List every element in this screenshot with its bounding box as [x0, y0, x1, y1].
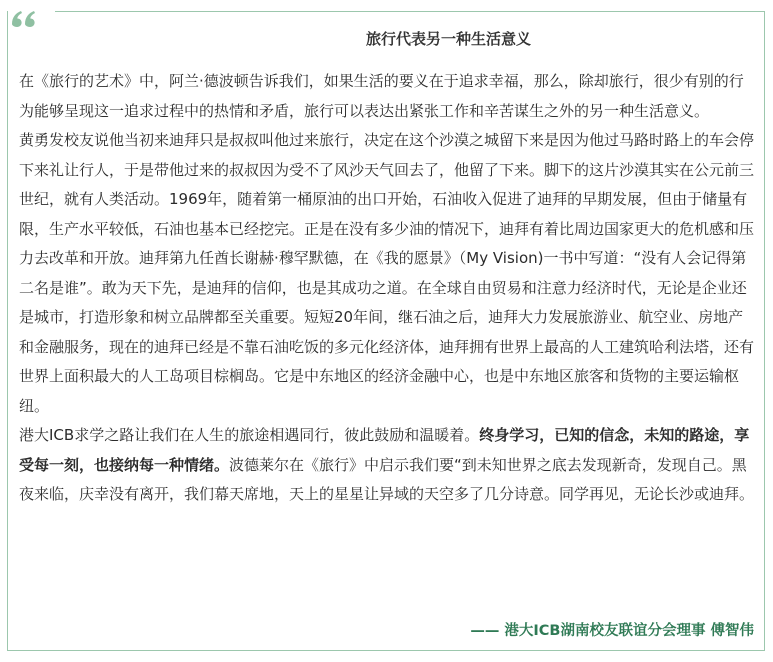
paragraph-dubai: 黄勇发校友说他当初来迪拜只是叔叔叫他过来旅行，决定在这个沙漠之城留下来是因为他过马路时路上的车会停下来礼让行人，于是带他过来的叔叔因为受不了风沙天气回去了，他留了下来。脚下的这片沙漠其实在公元前三世纪，就有人类活动。1969年，随着第一桶原油的出口开始，石油收入促进了迪拜的早期发展，但由于储量有限，生产水平较低，石油也基本已经挖完。正是在没有多少油的情况下，迪拜有着比周边国家更大的危机感和压力去改革和开放。迪拜第九任酋长谢赫·穆罕默德，在《我的愿景》（My Vision)一书中写道：“没有人会记得第二名是谁”。敢为天下先，是迪拜的信仰，也是其成功之道。在全球自由贸易和注意力经济时代，无论是企业还是城市，打造形象和树立品牌都至关重要。短短20年间，继石油之后，迪拜大力发展旅游业、航空业、房地产和金融服务，现在的迪拜已经是不靠石油吃饭的多元化经济体，迪拜拥有世界上最高的人工建筑哈利法塔，还有世界上面积最大的人工岛项目棕榈岛。它是中东地区的经济金融中心，也是中东地区旅客和货物的主要运输枢纽。 [19, 131, 755, 415]
card-top-border [55, 11, 764, 12]
paragraph-closing [19, 421, 757, 510]
closing-text-bold: 终身学习，已知的信念，未知的路途，享受每一刻，也接纳每一种情绪。 [19, 426, 750, 474]
closing-text-after: 波德莱尔在《旅行》中启示我们要“到未知世界之底去发现新奇，发现自己。黑夜来临，庆幸没有离开，我们幕天席地，天上的星星让异域的天空多了几分诗意。同学再见，无论长沙或迪拜。 [19, 455, 755, 503]
author-signature: —— 港大ICB湖南校友联谊分会理事 傅智伟 [470, 623, 754, 639]
paragraph-intro: 在《旅行的艺术》中，阿兰·德波顿告诉我们，如果生活的要义在于追求幸福，那么，除却旅行，很少有别的行为能够呈现这一追求过程中的热情和矛盾，旅行可以表达出紧张工作和辛苦谋生之外的另一种生活意义。 [19, 72, 744, 120]
closing-text-before: 港大ICB求学之路让我们在人生的旅途相遇同行，彼此鼓励和温暖着。 [19, 426, 480, 444]
article-title: 旅行代表另一种生活意义 [365, 30, 531, 48]
article-card [7, 11, 765, 651]
article-body [19, 67, 757, 510]
